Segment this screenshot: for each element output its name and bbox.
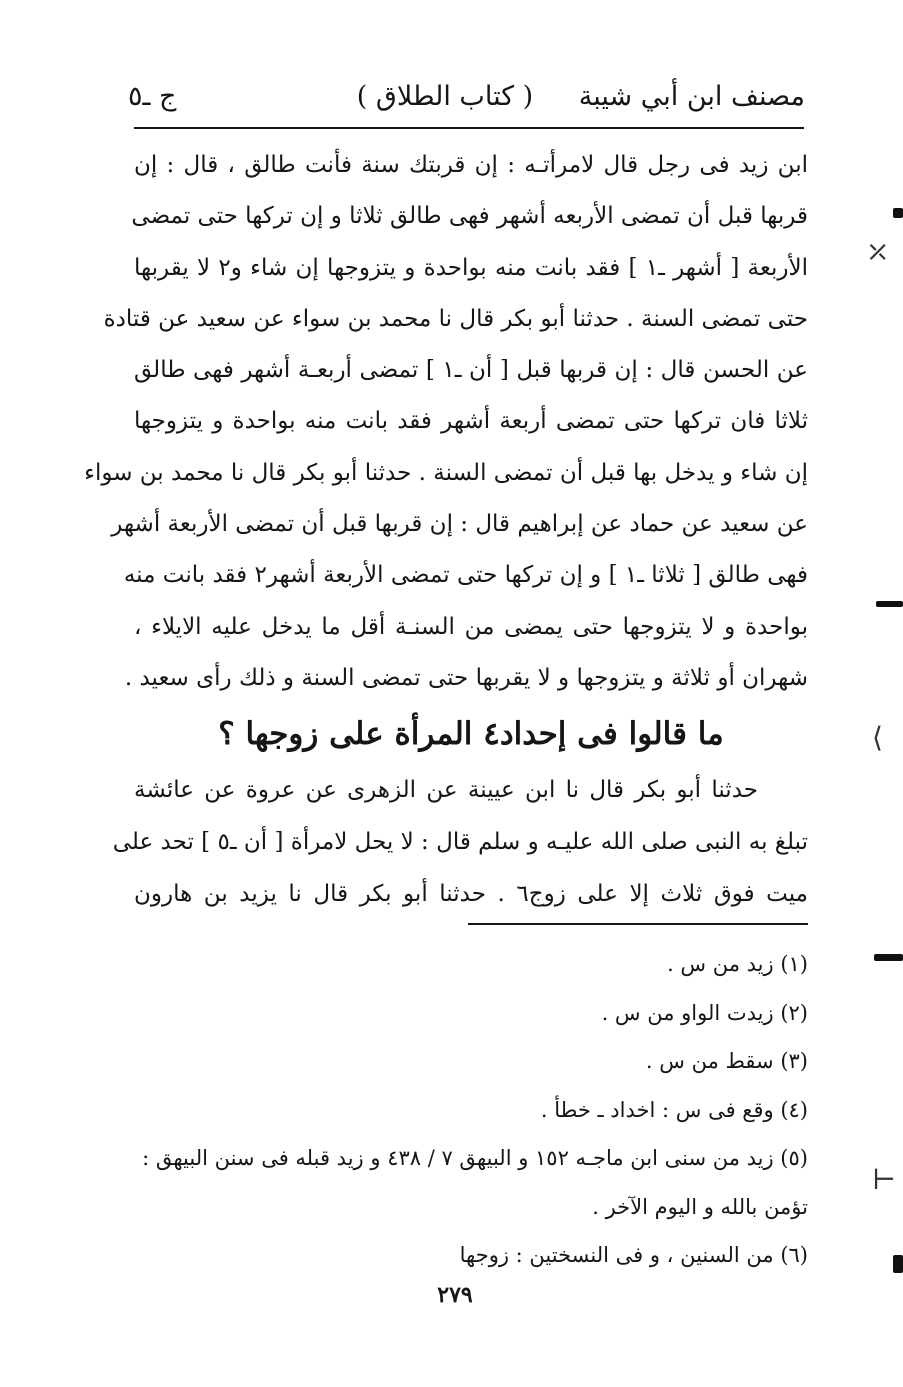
- footnote: (٥) زيد من سنى ابن ماجـه ١٥٢ و البيهق ٧ / ٤٣٨ و زيد قبله فى سنن البيهق :: [142, 1146, 808, 1170]
- main-text: [84, 140, 808, 704]
- margin-mark: [893, 208, 903, 218]
- footnote: تؤمن بالله و اليوم الآخر .: [592, 1194, 808, 1219]
- margin-scribble: ⤫: [866, 235, 890, 268]
- footnote: (٦) من السنين ، و فى النسختين : زوجها: [459, 1243, 808, 1267]
- running-head-section: ( كتاب الطلاق ): [356, 81, 534, 112]
- footnote: (٣) سقط من س .: [645, 1049, 808, 1073]
- header-rule: [134, 127, 804, 129]
- page-number: ٢٧٩: [437, 1282, 473, 1308]
- text-line: حتى تمضى السنة . حدثنا أبو بكر قال نا محمد بن سواء عن سعيد عن قتادة: [103, 305, 808, 332]
- footnote: (٤) وقع فى س : اخداد ـ خطأ .: [540, 1097, 808, 1122]
- chapter-heading: ما قالوا فى إحداد٤ المرأة على زوجها ؟: [218, 716, 724, 752]
- margin-scribble: ⊢: [872, 1163, 897, 1196]
- text-line: قربها قبل أن تمضى الأربعه أشهر فهى طالق ثلاثا و إن تركها حتى تمضى: [131, 203, 808, 230]
- text-line: بواحدة و لا يتزوجها حتى يمضى من السنـة أقل ما يدخل عليه الايلاء ،: [134, 613, 808, 640]
- text-line: الأربعة [ أشهر ـ١ ] فقد بانت منه بواحدة و يتزوجها إن شاء و٢ لا يقربها: [134, 254, 808, 281]
- margin-mark: [874, 954, 903, 961]
- footnote: (٢) زيدت الواو من س .: [601, 1000, 808, 1025]
- text-line: عن الحسن قال : إن قربها قبل [ أن ـ١ ] تمضى أربعـة أشهر فهى طالق: [134, 357, 808, 384]
- text-line: إن شاء و يدخل بها قبل أن تمضى السنة . حدثنا أبو بكر قال نا محمد بن سواء: [84, 459, 808, 486]
- footnotes: [134, 940, 808, 1280]
- text-line: حدثنا أبو بكر قال نا ابن عيينة عن الزهرى عن عروة عن عائشة: [134, 777, 758, 803]
- text-line: عن سعيد عن حماد عن إبراهيم قال : إن قربها قبل أن تمضى الأربعة أشهر: [111, 511, 808, 538]
- margin-mark: [876, 601, 903, 607]
- text-line: شهران أو ثلاثة و يتزوجها و لا يقربها حتى تمضى السنة و ذلك رأى سعيد .: [124, 664, 808, 691]
- running-head-volume: ج ـ٥: [128, 81, 177, 112]
- text-line: ميت فوق ثلاث إلا على زوج٦ . حدثنا أبو بكر قال نا يزيد بن هارون: [134, 881, 808, 907]
- footnote-rule: [468, 923, 808, 925]
- text-line: ابن زيد فى رجل قال لامرأتـه : إن قربتك سنة فأنت طالق ، قال : إن: [134, 152, 808, 178]
- running-head-book-title: مصنف ابن أبي شيبة: [578, 81, 805, 112]
- text-line: ثلاثا فان تركها حتى تمضى أربعة أشهر فقد بانت منه بواحدة و يتزوجها: [134, 408, 808, 435]
- footnote: (١) زيد من س .: [667, 952, 808, 976]
- chapter-text: [112, 764, 808, 920]
- text-line: فهى طالق [ ثلاثا ـ١ ] و إن تركها حتى تمضى الأربعة أشهر٢ فقد بانت منه: [123, 562, 808, 589]
- margin-mark: [893, 1255, 903, 1273]
- margin-scribble: ⟨: [872, 721, 883, 754]
- text-line: تبلغ به النبى صلى الله عليـه و سلم قال : لا يحل لامرأة [ أن ـ٥ ] تحد على: [112, 829, 808, 855]
